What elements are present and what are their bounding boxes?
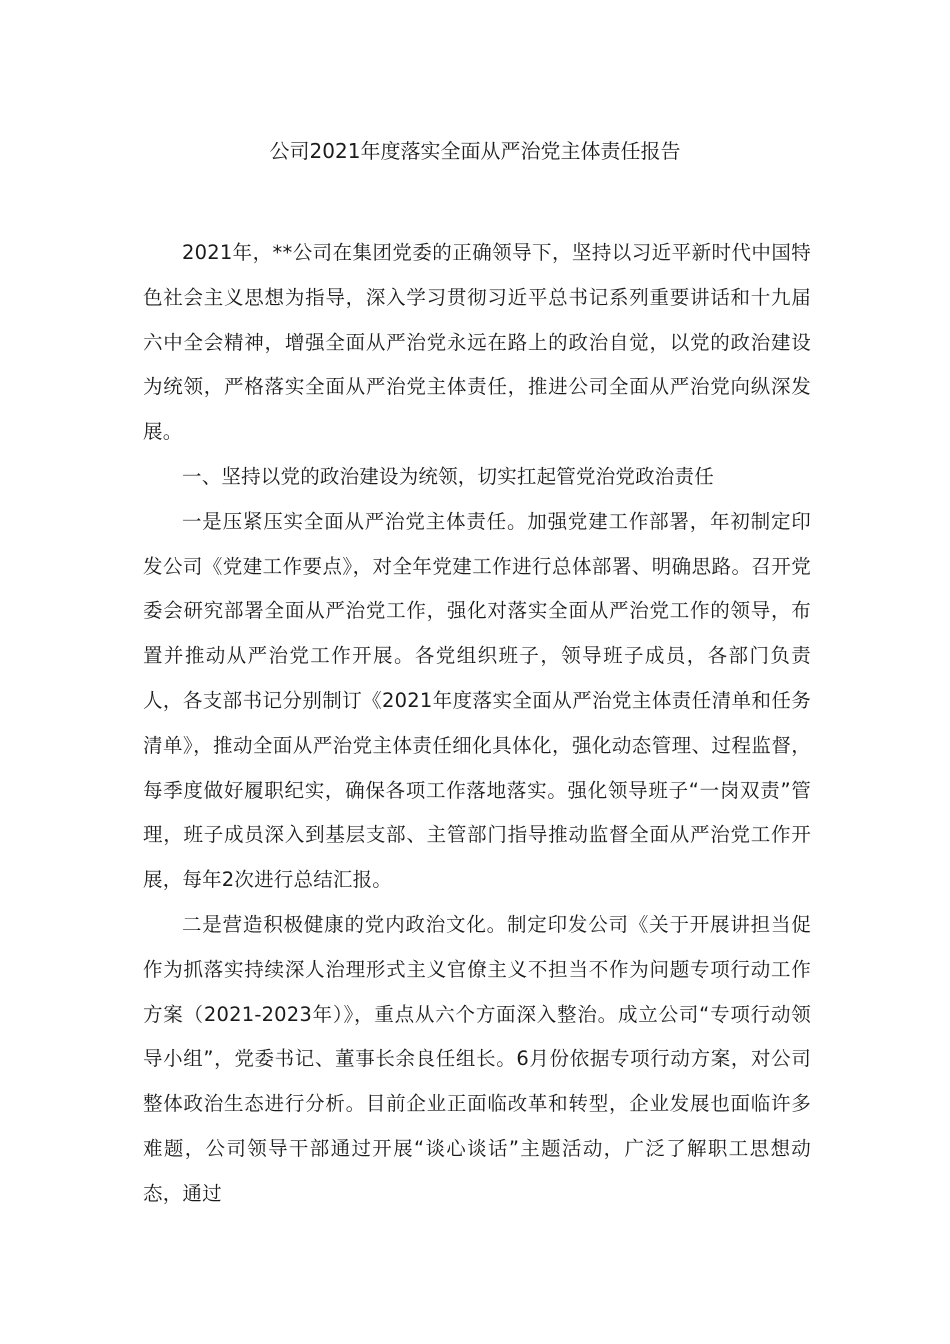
paragraph-item-2: 二是营造积极健康的党内政治文化。制定印发公司《关于开展讲担当促作为抓落实持续深人治理形式主义官僚主义不担当不作为问题专项行动工作方案（2021-2023年）》，重点从六个方面深入整治。成立公司“专项行动领导小组”，党委书记、董事长余良任组长。6月份依据专项行动方案，对公司整体政治生态进行分析。目前企业正面临改革和转型，企业发展也面临许多难题，公司领导干部通过开展“谈心谈话”主题活动，广泛了解职工思想动态，通过 (143, 912, 811, 1205)
document-body (143, 231, 811, 1217)
paragraph-item-1: 一是压紧压实全面从严治党主体责任。加强党建工作部署，年初制定印发公司《党建工作要点》，对全年党建工作进行总体部署、明确思路。召开党委会研究部署全面从严治党工作，强化对落实全面从严治党工作的领导，布置并推动从严治党工作开展。各党组织班子，领导班子成员，各部门负责人，各支部书记分别制订《2021年度落实全面从严治党主体责任清单和任务清单》，推动全面从严治党主体责任细化具体化，强化动态管理、过程监督，每季度做好履职纪实，确保各项工作落地落实。强化领导班子“一岗双责”管理，班子成员深入到基层支部、主管部门指导推动监督全面从严治党工作开展，每年2次进行总结汇报。 (143, 509, 811, 892)
intro-paragraph: 2021年，**公司在集团党委的正确领导下，坚持以习近平新时代中国特色社会主义思想为指导，深入学习贯彻习近平总书记系列重要讲话和十九届六中全会精神，增强全面从严治党永远在路上的政治自觉，以党的政治建设为统领，严格落实全面从严治党主体责任，推进公司全面从严治党向纵深发展。 (143, 241, 811, 444)
document-title: 公司2021年度落实全面从严治党主体责任报告 (269, 139, 681, 163)
section-heading-1: 一、坚持以党的政治建设为统领，切实扛起管党治党政治责任 (182, 464, 714, 488)
